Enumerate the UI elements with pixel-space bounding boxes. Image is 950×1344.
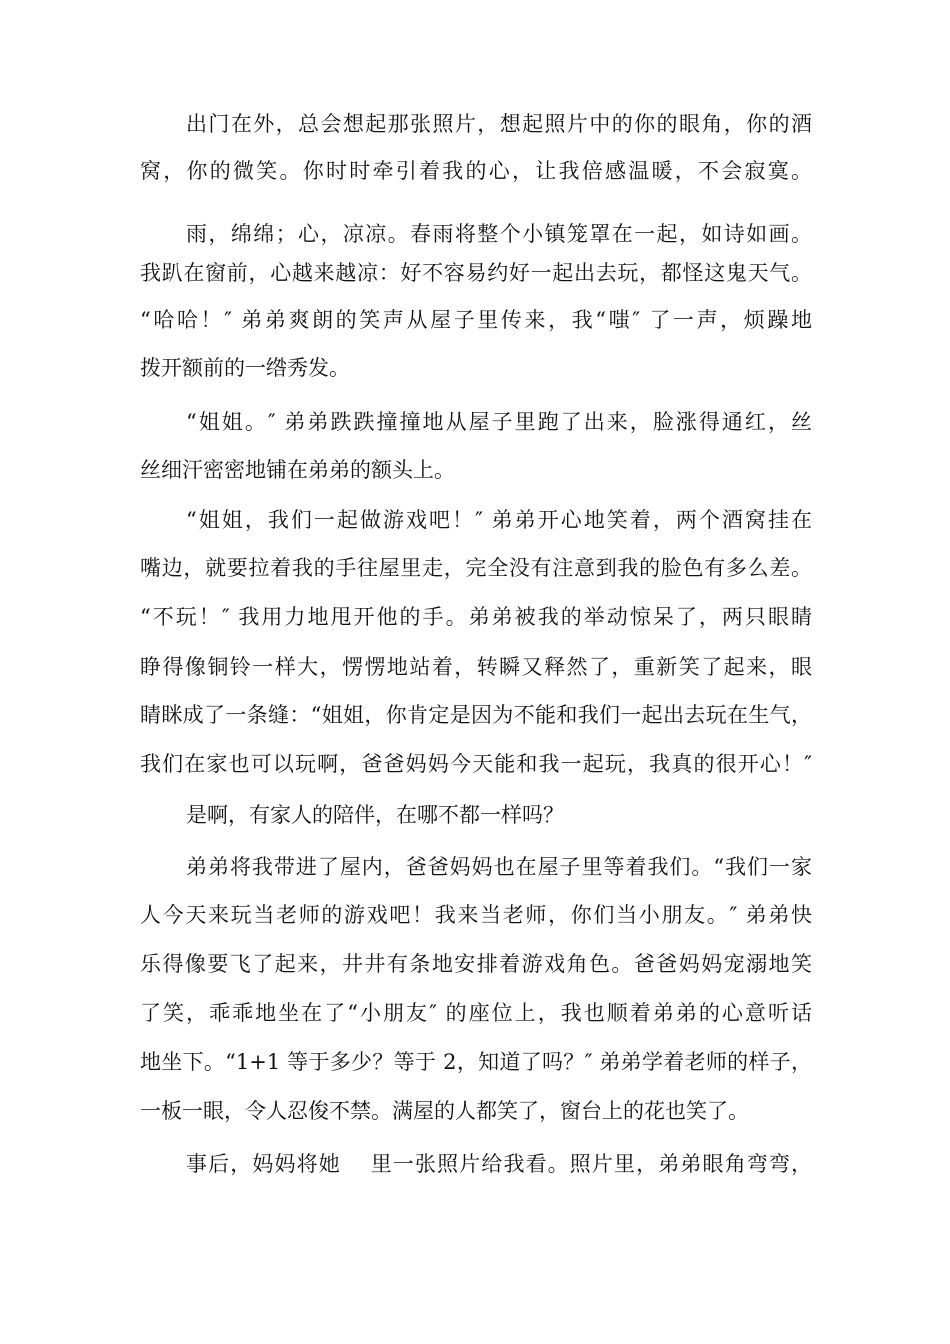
text-line: “哈哈！″ 弟弟爽朗的笑声从屋子里传来，我“嗤″ 了一声，烦躁地 (140, 308, 812, 332)
text-line: 乐得像要飞了起来，井井有条地安排着游戏角色。爸爸妈妈宠溺地笑 (140, 952, 812, 976)
text-line: 地坐下。“1+1 等于多少？等于 2，知道了吗？″ 弟弟学着老师的样子， (140, 1050, 812, 1074)
text-line: 丝细汗密密地铺在弟弟的额头上。 (140, 458, 455, 482)
text-line: 睁得像铜铃一样大，愣愣地站着，转瞬又释然了，重新笑了起来，眼 (140, 655, 812, 679)
text-line: 事后，妈妈将她 里一张照片给我看。照片里，弟弟眼角弯弯， (186, 1152, 812, 1176)
text-line: “姐姐。″ 弟弟跌跌撞撞地从屋子里跑了出来，脸涨得通红，丝 (186, 410, 812, 434)
text-line: 我趴在窗前，心越来越凉：好不容易约好一起出去玩，都怪这鬼天气。 (140, 261, 812, 285)
text-line: 我们在家也可以玩啊，爸爸妈妈今天能和我一起玩，我真的很开心！″ (140, 752, 812, 776)
text-line: 了笑，乖乖地坐在了“小朋友″ 的座位上，我也顺着弟弟的心意听话 (140, 1001, 812, 1025)
text-line: 弟弟将我带进了屋内，爸爸妈妈也在屋子里等着我们。“我们一家 (186, 855, 812, 879)
text-line: 雨，绵绵；心，凉凉。春雨将整个小镇笼罩在一起，如诗如画。 (186, 222, 812, 246)
text-line: 人今天来玩当老师的游戏吧！我来当老师，你们当小朋友。″ 弟弟快 (140, 903, 812, 927)
text-line: 拨开额前的一绺秀发。 (140, 356, 350, 380)
text-line: 是啊，有家人的陪伴，在哪不都一样吗？ (186, 803, 564, 827)
text-line: 嘴边，就要拉着我的手往屋里走，完全没有注意到我的脸色有多么差。 (140, 556, 812, 580)
text-line: 一板一眼，令人忍俊不禁。满屋的人都笑了，窗台上的花也笑了。 (140, 1099, 749, 1123)
text-line: 出门在外，总会想起那张照片，想起照片中的你的眼角，你的酒 (186, 112, 812, 136)
text-line: 睛眯成了一条缝：“姐姐，你肯定是因为不能和我们一起出去玩在生气， (140, 703, 812, 727)
text-line: 窝，你的微笑。你时时牵引着我的心，让我倍感温暖，不会寂寞。 (140, 159, 812, 183)
text-line: “不玩！″ 我用力地甩开他的手。弟弟被我的举动惊呆了，两只眼睛 (140, 605, 812, 629)
text-line: “姐姐，我们一起做游戏吧！″ 弟弟开心地笑着，两个酒窝挂在 (186, 508, 812, 532)
